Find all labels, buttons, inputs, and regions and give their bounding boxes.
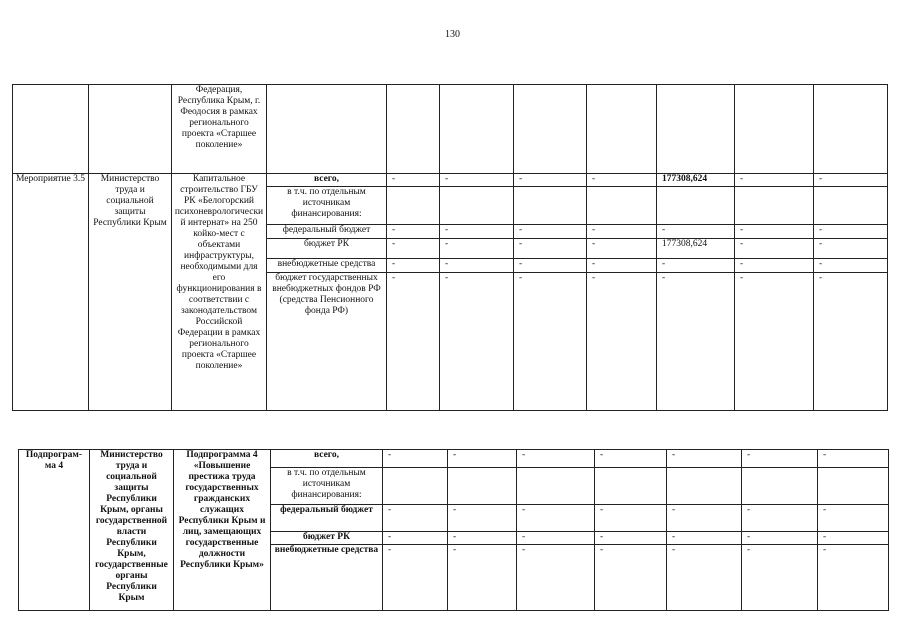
source-label: бюджет РК [271, 532, 383, 545]
value-cell: - [448, 450, 517, 468]
source-label: внебюджетные средства [267, 259, 387, 273]
value-cell: - [818, 505, 889, 532]
value-cell [514, 187, 587, 225]
value-cell: - [387, 259, 440, 273]
value-cell: - [587, 225, 657, 239]
event-name: Капитальное строительство ГБУ РК «Белогорский психоневрологический интернат» на 250 койко-мест с объектами инфраструктуры, необходимыми для его функционирования в соответствии с законодательством Российской Федерации в рамках регионального проекта «Старшее поколение» [172, 174, 267, 411]
value-cell: - [667, 545, 742, 611]
value-cell: - [514, 273, 587, 411]
empty-cell [440, 85, 514, 174]
value-cell: - [814, 174, 888, 187]
value-cell: - [814, 225, 888, 239]
value-cell: - [814, 239, 888, 259]
table-row [19, 450, 889, 468]
value-cell: - [814, 259, 888, 273]
empty-cell [387, 85, 440, 174]
value-cell: - [517, 545, 595, 611]
value-cell: - [448, 532, 517, 545]
source-label: в т.ч. по отдельным источникам финансирования: [271, 468, 383, 505]
value-cell: - [517, 505, 595, 532]
value-cell: - [818, 545, 889, 611]
value-cell [383, 468, 448, 505]
source-label: внебюджетные средства [271, 545, 383, 611]
event-id: Мероприятие 3.5 [13, 174, 89, 411]
source-label: федеральный бюджет [271, 505, 383, 532]
value-cell: - [517, 532, 595, 545]
value-cell [667, 468, 742, 505]
value-cell [448, 468, 517, 505]
empty-cell [514, 85, 587, 174]
event-executor: Министерство труда и социальной защиты Республики Крым [89, 174, 172, 411]
value-cell: - [387, 273, 440, 411]
program-executor: Министерство труда и социальной защиты Республики Крым, органы государственной власти Республики Крым, государственные органы Республики Крым [90, 450, 174, 611]
source-label: всего, [267, 174, 387, 187]
value-cell: - [667, 532, 742, 545]
empty-cell [13, 85, 89, 174]
source-label: в т.ч. по отдельным источникам финансирования: [267, 187, 387, 225]
value-cell: - [735, 259, 814, 273]
value-cell: - [440, 239, 514, 259]
value-cell: - [387, 239, 440, 259]
value-cell: - [667, 505, 742, 532]
value-cell: - [587, 259, 657, 273]
value-cell: - [742, 532, 818, 545]
value-cell: - [383, 505, 448, 532]
value-cell: - [383, 450, 448, 468]
page-number: 130 [445, 29, 460, 40]
value-cell: - [657, 225, 735, 239]
value-cell: - [742, 505, 818, 532]
value-cell: - [818, 532, 889, 545]
value-cell: - [514, 225, 587, 239]
value-cell: - [735, 273, 814, 411]
value-cell: - [448, 505, 517, 532]
value-cell [814, 187, 888, 225]
value-cell: - [448, 545, 517, 611]
value-cell: - [440, 225, 514, 239]
value-cell [387, 187, 440, 225]
value-cell [735, 187, 814, 225]
empty-cell [587, 85, 657, 174]
value-cell [818, 468, 889, 505]
value-cell [587, 187, 657, 225]
value-cell: - [517, 450, 595, 468]
empty-cell [657, 85, 735, 174]
continuation-text: Федерация, Республика Крым, г. Феодосия в рамках регионального проекта «Старшее поколение» [172, 85, 267, 174]
program-id: Подпрограм-ма 4 [19, 450, 90, 611]
value-cell [517, 468, 595, 505]
value-cell: - [587, 174, 657, 187]
financing-table-subprogram [18, 449, 889, 611]
value-cell: 177308,624 [657, 174, 735, 187]
value-cell: - [595, 450, 667, 468]
value-cell: - [742, 450, 818, 468]
value-cell: 177308,624 [657, 239, 735, 259]
value-cell: - [818, 450, 889, 468]
source-label: всего, [271, 450, 383, 468]
value-cell: - [587, 273, 657, 411]
value-cell: - [387, 174, 440, 187]
value-cell: - [814, 273, 888, 411]
value-cell: - [440, 259, 514, 273]
value-cell: - [595, 545, 667, 611]
source-label: бюджет государственных внебюджетных фондов РФ (средства Пенсионного фонда РФ) [267, 273, 387, 411]
value-cell: - [383, 532, 448, 545]
value-cell: - [595, 532, 667, 545]
value-cell: - [514, 239, 587, 259]
table-row [13, 174, 888, 187]
value-cell [595, 468, 667, 505]
empty-cell [735, 85, 814, 174]
program-name: Подпрограмма 4 «Повышение престижа труда государственных гражданских служащих Республики Крым и лиц, замещающих государственные должности Республики Крым» [174, 450, 271, 611]
value-cell: - [657, 259, 735, 273]
value-cell: - [440, 174, 514, 187]
source-label: федеральный бюджет [267, 225, 387, 239]
value-cell: - [587, 239, 657, 259]
value-cell: - [383, 545, 448, 611]
financing-table-event [12, 84, 888, 411]
value-cell: - [742, 545, 818, 611]
value-cell [440, 187, 514, 225]
empty-cell [814, 85, 888, 174]
value-cell: - [735, 239, 814, 259]
source-label: бюджет РК [267, 239, 387, 259]
value-cell: - [514, 259, 587, 273]
value-cell: - [440, 273, 514, 411]
value-cell: - [387, 225, 440, 239]
value-cell: - [667, 450, 742, 468]
empty-cell [89, 85, 172, 174]
value-cell: - [735, 174, 814, 187]
value-cell: - [595, 505, 667, 532]
value-cell: - [657, 273, 735, 411]
value-cell [657, 187, 735, 225]
value-cell: - [514, 174, 587, 187]
continuation-row [13, 85, 888, 174]
value-cell [742, 468, 818, 505]
value-cell: - [735, 225, 814, 239]
empty-cell [267, 85, 387, 174]
